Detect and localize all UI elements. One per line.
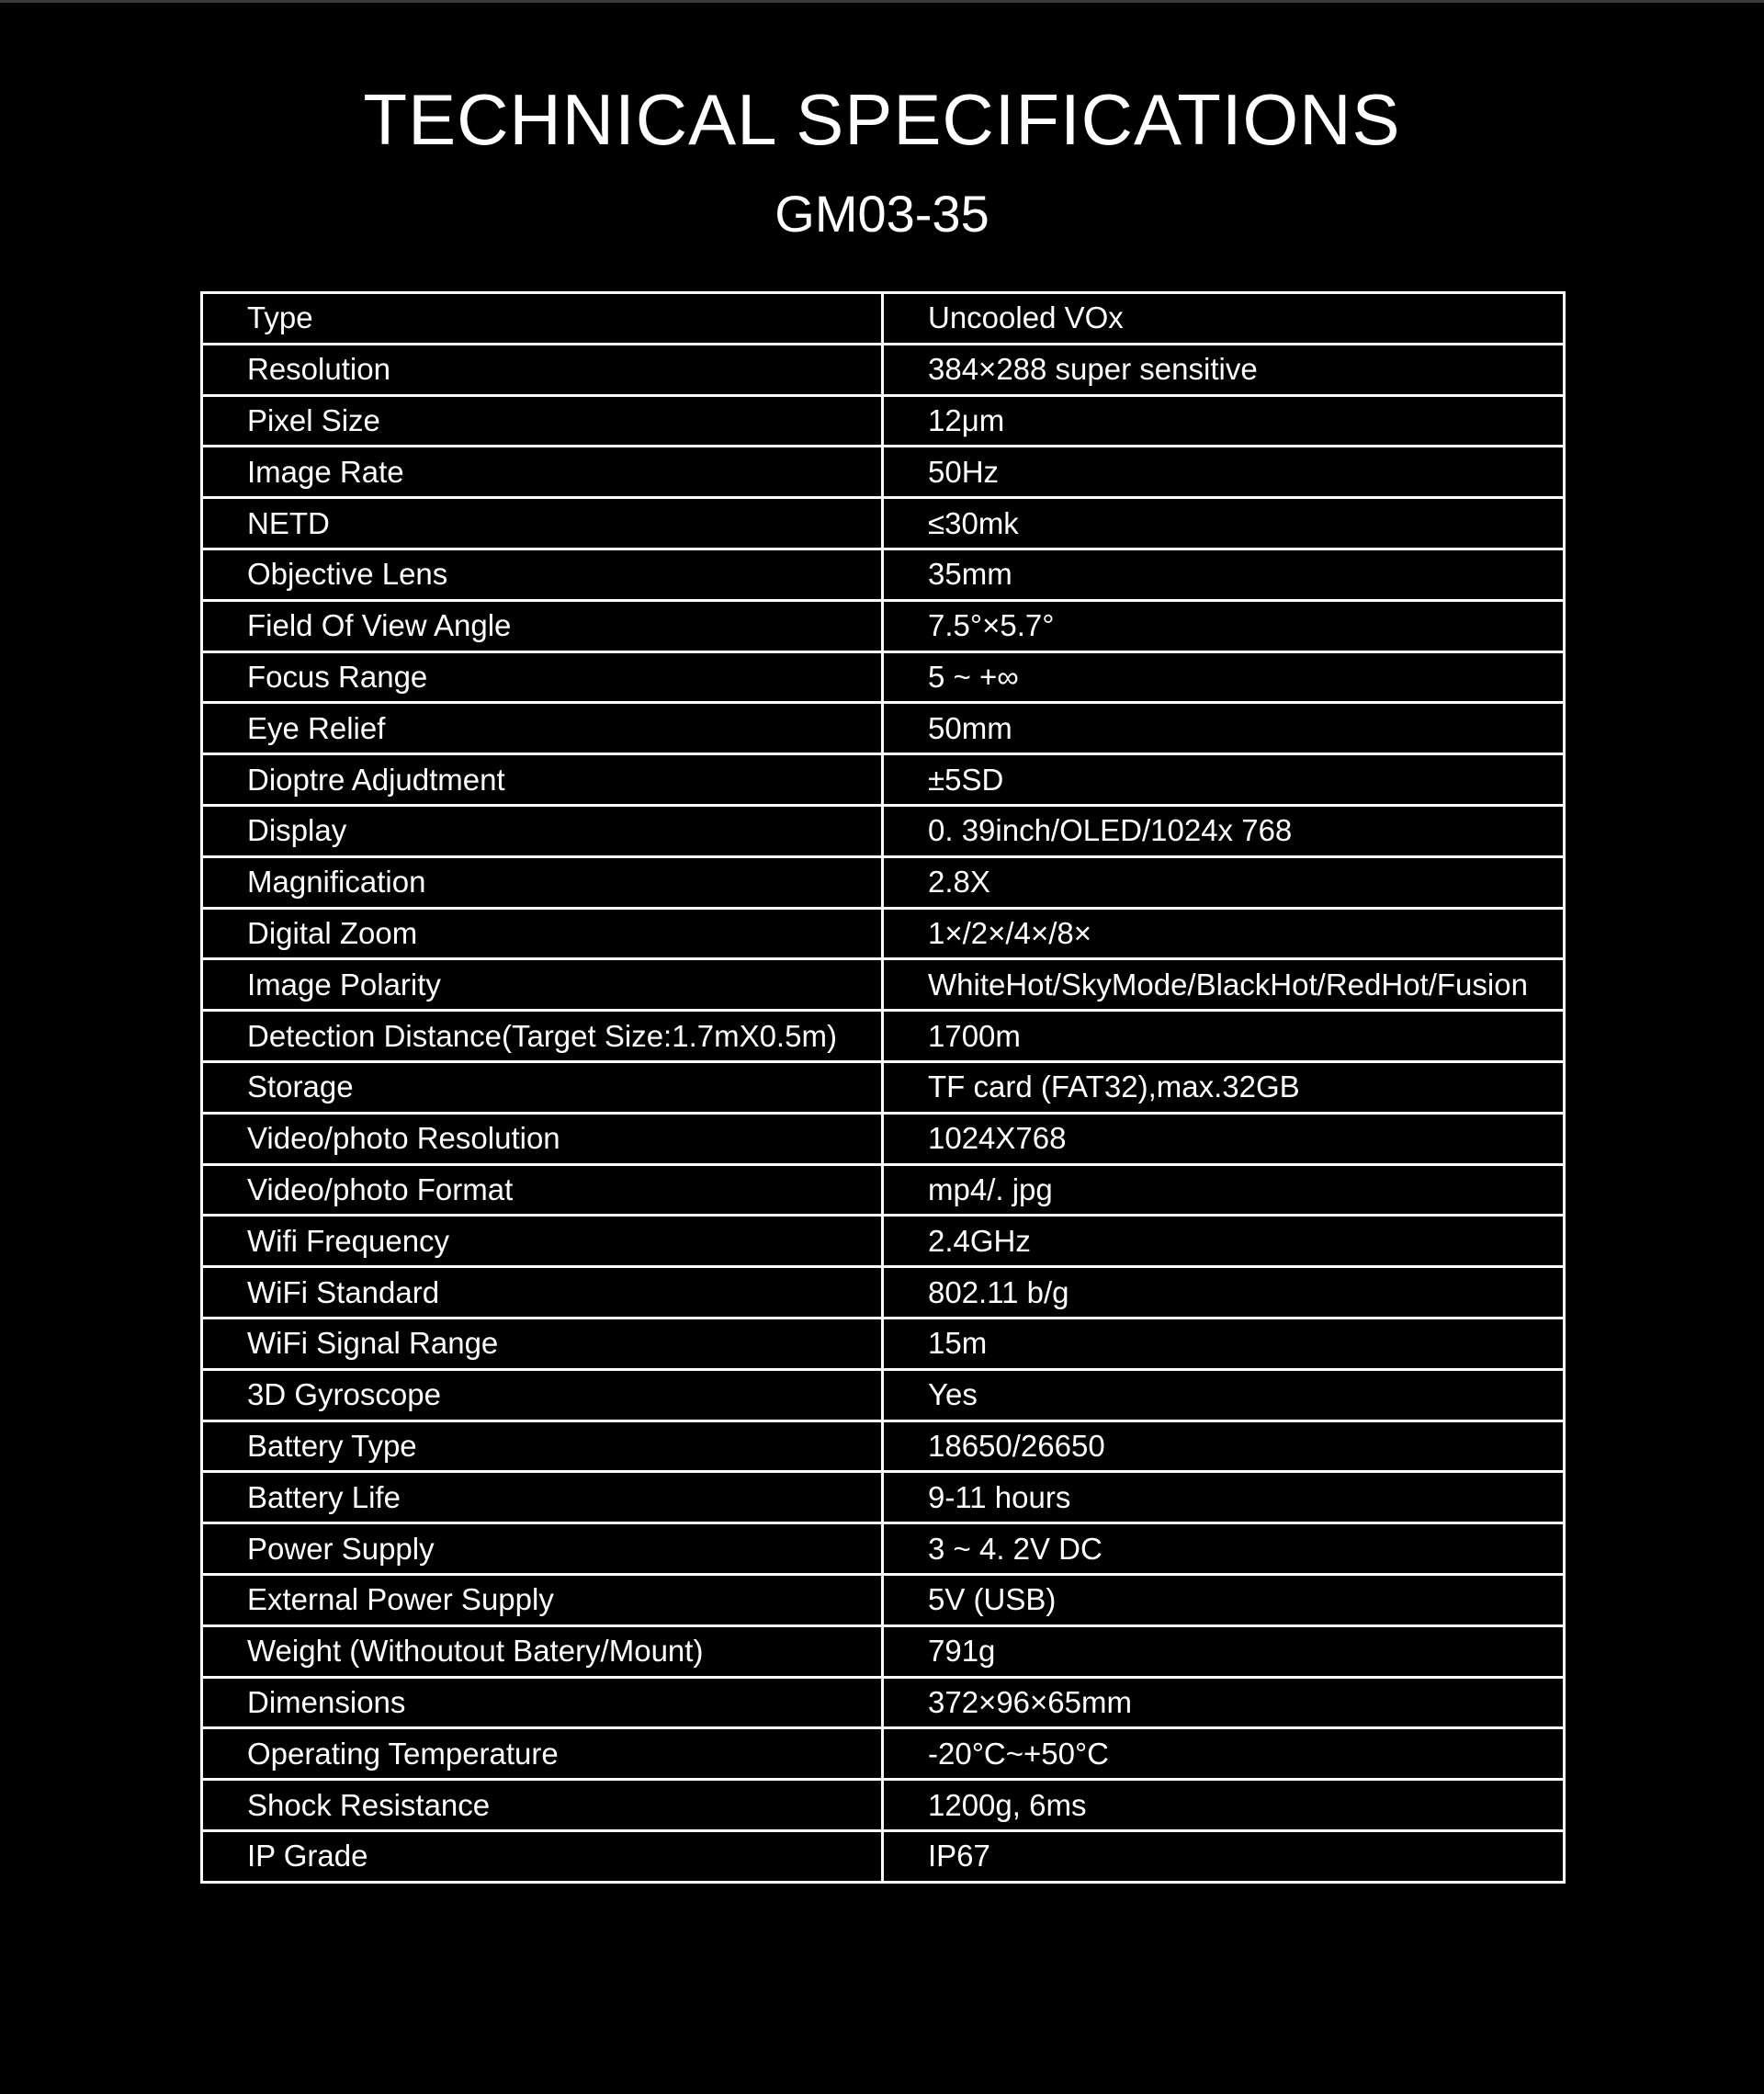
spec-row [202, 549, 1565, 600]
spec-value: 1700m [883, 1011, 1565, 1062]
spec-label: IP Grade [202, 1830, 883, 1882]
spec-value: 18650/26650 [883, 1421, 1565, 1472]
spec-value: 791g [883, 1625, 1565, 1677]
spec-label: Dioptre Adjudtment [202, 754, 883, 806]
spec-label: Magnification [202, 856, 883, 908]
spec-row [202, 1216, 1565, 1267]
spec-value: 2.8X [883, 856, 1565, 908]
spec-label: Power Supply [202, 1523, 883, 1575]
spec-row [202, 1164, 1565, 1216]
spec-row [202, 1780, 1565, 1831]
spec-value: Uncooled VOx [883, 293, 1565, 345]
spec-row [202, 805, 1565, 856]
spec-label: Storage [202, 1061, 883, 1113]
spec-row [202, 293, 1565, 345]
spec-label: External Power Supply [202, 1574, 883, 1625]
spec-value: 2.4GHz [883, 1216, 1565, 1267]
spec-label: Type [202, 293, 883, 345]
spec-row [202, 498, 1565, 549]
spec-row [202, 1830, 1565, 1882]
spec-row [202, 1574, 1565, 1625]
spec-value: WhiteHot/SkyMode/BlackHot/RedHot/Fusion [883, 959, 1565, 1011]
page-title: TECHNICAL SPECIFICATIONS [363, 79, 1401, 160]
spec-label: Resolution [202, 344, 883, 395]
spec-row [202, 754, 1565, 806]
spec-label: Image Polarity [202, 959, 883, 1011]
spec-value: 12μm [883, 395, 1565, 447]
spec-row [202, 1421, 1565, 1472]
spec-label: 3D Gyroscope [202, 1369, 883, 1421]
spec-label: Weight (Withoutout Batery/Mount) [202, 1625, 883, 1677]
spec-row [202, 856, 1565, 908]
spec-row [202, 1728, 1565, 1780]
spec-value: 0. 39inch/OLED/1024x 768 [883, 805, 1565, 856]
spec-value: 1200g, 6ms [883, 1780, 1565, 1831]
spec-label: Battery Type [202, 1421, 883, 1472]
spec-row [202, 1011, 1565, 1062]
spec-value: 9-11 hours [883, 1472, 1565, 1523]
spec-row [202, 1625, 1565, 1677]
spec-value: 50Hz [883, 447, 1565, 498]
spec-value: 35mm [883, 549, 1565, 600]
spec-row [202, 1061, 1565, 1113]
spec-row [202, 703, 1565, 754]
spec-label: Objective Lens [202, 549, 883, 600]
spec-label: Display [202, 805, 883, 856]
spec-label: WiFi Standard [202, 1267, 883, 1319]
spec-value: 5V (USB) [883, 1574, 1565, 1625]
spec-value: 384×288 super sensitive [883, 344, 1565, 395]
spec-value: TF card (FAT32),max.32GB [883, 1061, 1565, 1113]
spec-value: 15m [883, 1318, 1565, 1369]
spec-label: NETD [202, 498, 883, 549]
spec-row [202, 1472, 1565, 1523]
spec-value: 1024X768 [883, 1113, 1565, 1164]
spec-label: Pixel Size [202, 395, 883, 447]
spec-row [202, 395, 1565, 447]
spec-value: 3 ~ 4. 2V DC [883, 1523, 1565, 1575]
spec-label: Video/photo Format [202, 1164, 883, 1216]
spec-value: 372×96×65mm [883, 1677, 1565, 1728]
model-name: GM03-35 [775, 185, 989, 243]
spec-row [202, 1318, 1565, 1369]
spec-label: Digital Zoom [202, 908, 883, 959]
spec-row [202, 1267, 1565, 1319]
spec-row [202, 1369, 1565, 1421]
spec-value: IP67 [883, 1830, 1565, 1882]
spec-value: 7.5°×5.7° [883, 600, 1565, 651]
spec-label: Operating Temperature [202, 1728, 883, 1780]
spec-row [202, 600, 1565, 651]
spec-table [200, 291, 1566, 1884]
spec-row [202, 1677, 1565, 1728]
spec-label: Dimensions [202, 1677, 883, 1728]
spec-row [202, 651, 1565, 703]
spec-label: Detection Distance(Target Size:1.7mX0.5m) [202, 1011, 883, 1062]
spec-label: Focus Range [202, 651, 883, 703]
spec-value: ≤30mk [883, 498, 1565, 549]
spec-row [202, 908, 1565, 959]
spec-row [202, 959, 1565, 1011]
spec-label: Wifi Frequency [202, 1216, 883, 1267]
spec-label: Video/photo Resolution [202, 1113, 883, 1164]
spec-row [202, 1523, 1565, 1575]
spec-table-body [202, 293, 1565, 1883]
spec-label: Image Rate [202, 447, 883, 498]
spec-value: ±5SD [883, 754, 1565, 806]
top-divider [0, 0, 1764, 3]
spec-value: Yes [883, 1369, 1565, 1421]
spec-value: 50mm [883, 703, 1565, 754]
spec-label: WiFi Signal Range [202, 1318, 883, 1369]
spec-row [202, 1113, 1565, 1164]
spec-label: Eye Relief [202, 703, 883, 754]
spec-value: -20°C~+50°C [883, 1728, 1565, 1780]
spec-label: Field Of View Angle [202, 600, 883, 651]
spec-row [202, 447, 1565, 498]
spec-value: mp4/. jpg [883, 1164, 1565, 1216]
spec-value: 802.11 b/g [883, 1267, 1565, 1319]
spec-label: Shock Resistance [202, 1780, 883, 1831]
spec-label: Battery Life [202, 1472, 883, 1523]
spec-value: 1×/2×/4×/8× [883, 908, 1565, 959]
spec-row [202, 344, 1565, 395]
spec-value: 5 ~ +∞ [883, 651, 1565, 703]
